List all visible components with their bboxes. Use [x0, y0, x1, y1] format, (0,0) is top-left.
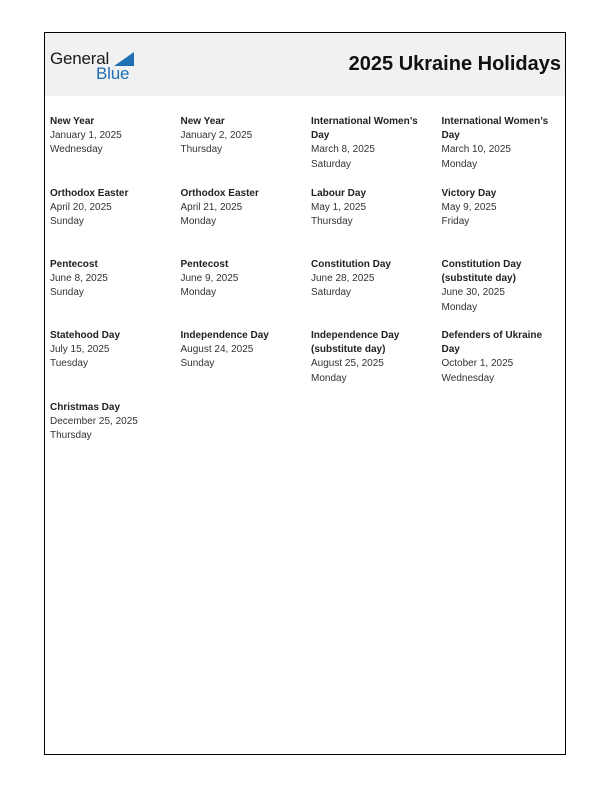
- holiday-name: New Year: [180, 116, 225, 127]
- holiday-item: [311, 258, 433, 301]
- holiday-date: April 20, 2025: [50, 202, 112, 214]
- holiday-name: Victory Day: [441, 188, 497, 199]
- holiday-weekday: Monday: [441, 158, 478, 170]
- holiday-date: August 25, 2025: [311, 358, 384, 370]
- holiday-name: Constitution Day: [311, 259, 391, 270]
- holiday-item: [442, 115, 564, 172]
- holiday-item: [50, 401, 172, 444]
- logo-text-blue: Blue: [96, 64, 130, 83]
- holiday-date: December 25, 2025: [50, 416, 138, 428]
- holiday-name: Independence Day: [180, 330, 269, 341]
- holiday-date: June 30, 2025: [441, 287, 505, 299]
- holiday-name: Defenders of Ukraine: [441, 330, 543, 341]
- holiday-date: May 9, 2025: [441, 202, 497, 214]
- header-band: [45, 33, 565, 96]
- holiday-name: Constitution Day: [441, 259, 522, 270]
- holiday-weekday: Thursday: [50, 430, 92, 442]
- holiday-date: August 24, 2025: [180, 344, 254, 356]
- holiday-item: [50, 329, 172, 372]
- holiday-weekday: Wednesday: [50, 144, 103, 156]
- holiday-date: March 10, 2025: [441, 144, 511, 156]
- holiday-weekday: Monday: [441, 301, 478, 313]
- holiday-name: New Year: [50, 116, 95, 127]
- holiday-name: Pentecost: [180, 259, 229, 270]
- holiday-name: Labour Day: [311, 188, 367, 199]
- holiday-item: [311, 187, 433, 230]
- holiday-name: Day: [441, 344, 460, 356]
- holiday-name: (substitute day): [311, 344, 386, 356]
- holiday-date: July 15, 2025: [50, 344, 110, 356]
- generalblue-logo: [50, 49, 140, 83]
- holiday-name: International Women’s: [311, 116, 418, 127]
- holiday-item: [181, 115, 303, 158]
- logo-text-general: General: [50, 49, 110, 68]
- holiday-weekday: Saturday: [311, 287, 352, 299]
- holiday-weekday: Saturday: [311, 158, 352, 170]
- holiday-item: [311, 329, 433, 386]
- holiday-date: October 1, 2025: [441, 358, 514, 370]
- holiday-date: March 8, 2025: [311, 144, 375, 156]
- page-title: 2025 Ukraine Holidays: [348, 53, 561, 75]
- holiday-item: [442, 187, 564, 230]
- holiday-item: [181, 187, 303, 230]
- holiday-weekday: Sunday: [50, 216, 84, 228]
- holiday-item: [181, 329, 303, 372]
- holiday-weekday: Sunday: [180, 358, 215, 370]
- holiday-weekday: Monday: [311, 372, 347, 384]
- holiday-date: May 1, 2025: [311, 202, 367, 214]
- holiday-item: [311, 115, 433, 172]
- holiday-date: January 1, 2025: [50, 130, 122, 142]
- holiday-weekday: Monday: [180, 287, 217, 299]
- holiday-weekday: Thursday: [180, 144, 223, 156]
- holiday-name: Pentecost: [50, 259, 98, 270]
- page-frame: [44, 32, 566, 755]
- holiday-name: Independence Day: [311, 330, 400, 341]
- holiday-name: Orthodox Easter: [50, 188, 129, 199]
- holiday-name: Christmas Day: [50, 402, 121, 413]
- holiday-name: Day: [311, 130, 330, 142]
- holiday-weekday: Thursday: [311, 216, 353, 228]
- holiday-name: International Women’s: [441, 116, 549, 127]
- holiday-name: Statehood Day: [50, 330, 121, 341]
- holiday-item: [50, 115, 172, 158]
- holiday-name: Orthodox Easter: [180, 188, 259, 199]
- holiday-weekday: Sunday: [50, 287, 84, 299]
- holiday-date: June 28, 2025: [311, 273, 375, 285]
- holiday-date: April 21, 2025: [180, 202, 243, 214]
- holiday-name: (substitute day): [441, 273, 516, 285]
- holiday-weekday: Tuesday: [50, 358, 88, 370]
- holiday-date: June 9, 2025: [180, 273, 239, 285]
- holiday-weekday: Wednesday: [441, 372, 495, 384]
- holiday-date: June 8, 2025: [50, 273, 108, 285]
- holiday-date: January 2, 2025: [180, 130, 253, 142]
- holiday-item: [181, 258, 303, 301]
- holiday-weekday: Monday: [180, 216, 217, 228]
- holiday-item: [50, 187, 172, 230]
- holiday-weekday: Friday: [441, 216, 470, 228]
- holiday-name: Day: [441, 130, 460, 142]
- holiday-item: [442, 258, 564, 315]
- holiday-item: [50, 258, 172, 301]
- holiday-item: [442, 329, 564, 386]
